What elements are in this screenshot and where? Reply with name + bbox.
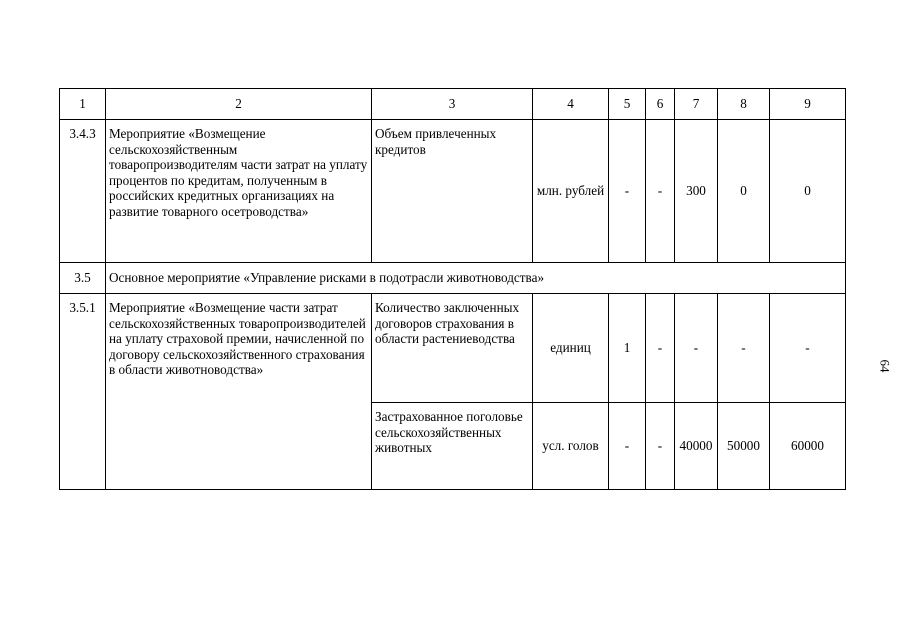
header-cell: 5 <box>609 89 646 120</box>
header-cell: 2 <box>106 89 372 120</box>
indicator-name: Количество заключенных договоров страхования в области растениеводства <box>372 294 533 403</box>
row-number: 3.5.1 <box>60 294 106 490</box>
header-cell: 8 <box>718 89 770 120</box>
unit-cell: усл. голов <box>533 403 609 490</box>
main-event-name: Основное мероприятие «Управление рисками в подотрасли животноводства» <box>106 263 846 294</box>
event-name: Мероприятие «Возмещение сельскохозяйственным товаропроизводителям части затрат на уплату процентов по кредитам, полученным в российских кредитных организациях на развитие товарного осетроводства» <box>106 120 372 263</box>
event-name: Мероприятие «Возмещение части затрат сельскохозяйственных товаропроизводителей на уплату страховой премии, начисленной по договору сельскохозяйственного страхования в области животноводства» <box>106 294 372 490</box>
unit-cell: единиц <box>533 294 609 403</box>
value-cell-6: - <box>646 294 675 403</box>
row-number: 3.5 <box>60 263 106 294</box>
page-number: 64 <box>877 359 893 373</box>
value-cell-8: - <box>718 294 770 403</box>
value-cell-6: - <box>646 403 675 490</box>
indicator-name: Объем привлеченных кредитов <box>372 120 533 263</box>
value-cell-8: 50000 <box>718 403 770 490</box>
header-row <box>60 89 846 120</box>
value-cell-9: 0 <box>770 120 846 263</box>
value-cell-5: - <box>609 120 646 263</box>
value-cell-9: - <box>770 294 846 403</box>
header-cell: 3 <box>372 89 533 120</box>
value-cell-6: - <box>646 120 675 263</box>
table-row <box>60 263 846 294</box>
value-cell-5: 1 <box>609 294 646 403</box>
header-cell: 7 <box>675 89 718 120</box>
unit-cell: млн. рублей <box>533 120 609 263</box>
row-number: 3.4.3 <box>60 120 106 263</box>
value-cell-8: 0 <box>718 120 770 263</box>
value-cell-5: - <box>609 403 646 490</box>
indicator-name: Застрахованное поголовье сельскохозяйственных животных <box>372 403 533 490</box>
header-cell: 6 <box>646 89 675 120</box>
table-row <box>60 294 846 403</box>
header-cell: 9 <box>770 89 846 120</box>
header-cell: 4 <box>533 89 609 120</box>
header-cell: 1 <box>60 89 106 120</box>
indicators-table <box>59 88 846 490</box>
value-cell-7: 40000 <box>675 403 718 490</box>
value-cell-7: - <box>675 294 718 403</box>
table-row <box>60 120 846 263</box>
value-cell-7: 300 <box>675 120 718 263</box>
value-cell-9: 60000 <box>770 403 846 490</box>
